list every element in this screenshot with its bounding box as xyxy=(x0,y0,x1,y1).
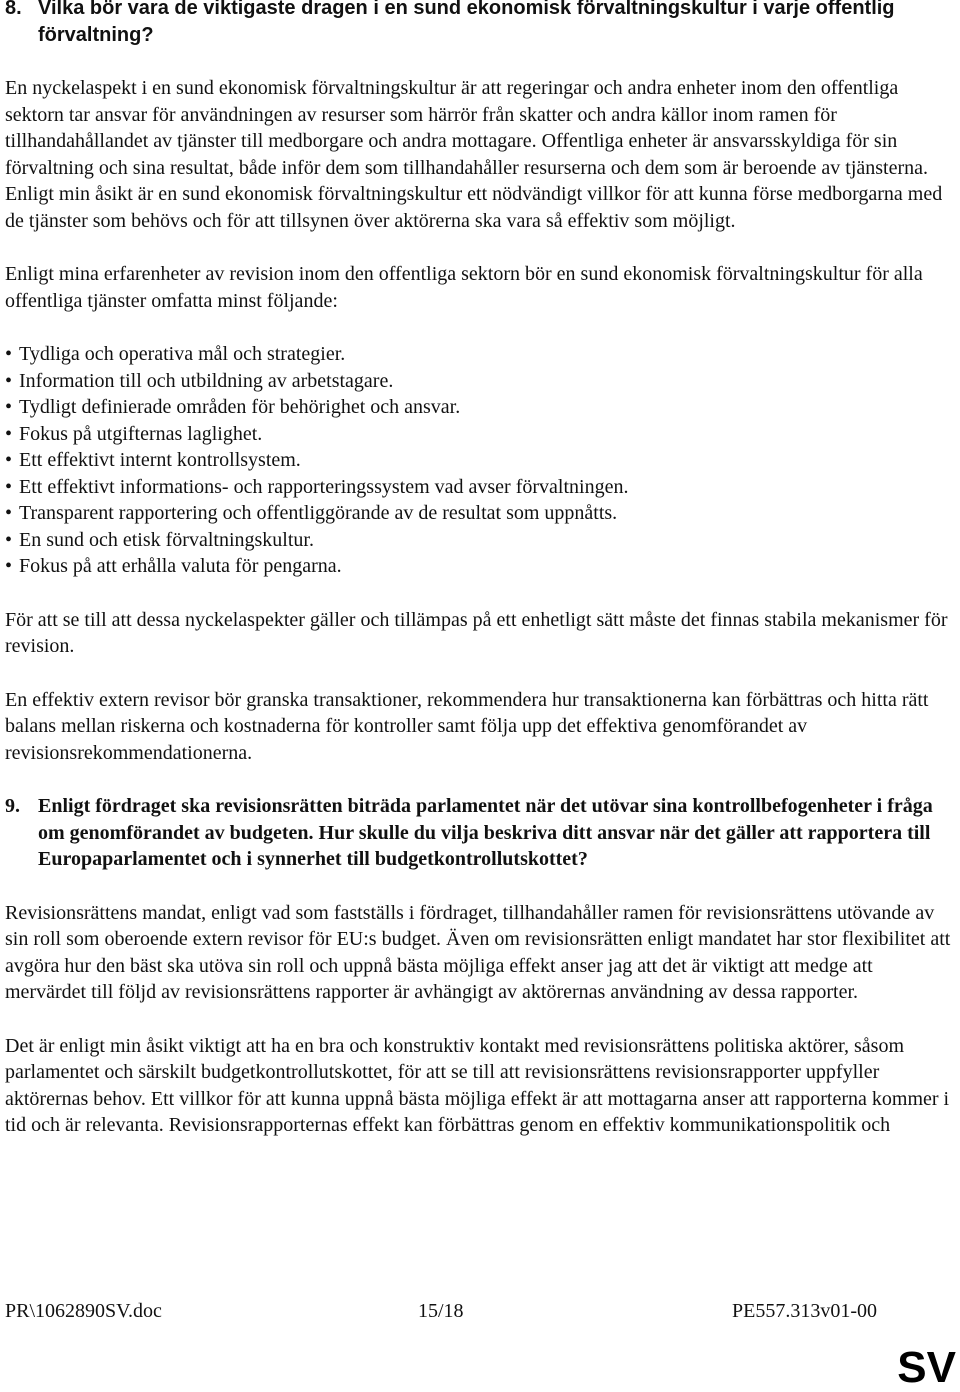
bullet-icon: • xyxy=(5,343,13,365)
bullet-icon: • xyxy=(5,528,13,551)
bullet-icon: • xyxy=(5,555,13,577)
list-item-text: Tydliga och operativa mål och strategier. xyxy=(19,343,346,365)
document-page xyxy=(5,0,955,1139)
question-9-number: 9. xyxy=(5,795,20,817)
question-8-paragraph-1: En nyckelaspekt i en sund ekonomisk förvaltningskultur är att regeringar och andra enheter inom den offentliga sektorn tar ansvar för användningen av resurser som härrör från skatter och andra källor inom ramen för tillhandahållandet av tjänster till medborgare och andra mottagare. Offentliga enheter är ansvarsskyldiga för sin förvaltning och sina resultat, både inför dem som tillhandahåller resurserna och dem som är beroende av tjänsterna. Enligt min åsikt är en sund ekonomisk förvaltningskultur ett nödvändigt villkor för att kunna förse medborgarna med de tjänster som behövs och för att tillsynen över aktörerna ska vara så effektiv som möjligt. xyxy=(5,77,943,232)
question-9-text: Enligt fördraget ska revisionsrätten biträda parlamentet när det utövar sina kontrollbefogenheter i fråga om genomförandet av budgeten. Hur skulle du vilja beskriva ditt ansvar när det gäller att rapportera till Europaparlamentet och i synnerhet till budgetkontrollutskottet? xyxy=(38,795,933,870)
list-item-text: Tydligt definierade områden för behörighet och ansvar. xyxy=(19,396,461,418)
list-item xyxy=(5,394,955,421)
list-item xyxy=(5,368,955,395)
bullet-icon: • xyxy=(5,396,13,418)
footer-page-number: 15/18 xyxy=(418,1300,464,1322)
bullet-list xyxy=(5,341,955,580)
question-9-heading xyxy=(5,793,955,873)
list-item xyxy=(5,447,955,474)
list-item xyxy=(5,341,955,368)
list-item-text: Ett effektivt internt kontrollsystem. xyxy=(19,449,301,471)
question-8-paragraph-4: En effektiv extern revisor bör granska transaktioner, rekommendera hur transaktionerna kan förbättras och hitta rätt balans mellan riskerna och kostnaderna för kontroller samt följa upp det effektiva genomförandet av revisionsrekommendationerna. xyxy=(5,688,929,764)
list-item-text: En sund och etisk förvaltningskultur. xyxy=(19,528,314,551)
question-9-paragraph-1: Revisionsrättens mandat, enligt vad som fastställs i fördraget, tillhandahåller ramen för revisionsrättens utövande av sin roll som oberoende extern revisor för EU:s budget. Även om revisionsrätten enligt mandatet har stor flexibilitet att avgöra hur den bäst ska utöva sin roll och uppnå bästa möjliga effekt anser jag att det är viktigt att medge att mervärdet till följd av revisionsrättens rapporter är avhängigt av aktörernas användning av dessa rapporter. xyxy=(5,901,951,1003)
question-8-paragraph-3: För att se till att dessa nyckelaspekter gäller och tillämpas på ett enhetligt sätt måste det finnas stabila mekanismer för revision. xyxy=(5,608,948,657)
bullet-icon: • xyxy=(5,502,13,524)
list-item xyxy=(5,421,955,448)
bullet-icon: • xyxy=(5,475,13,498)
list-item-text: Information till och utbildning av arbetstagare. xyxy=(19,369,394,392)
footer-pe-ref: PE557.313v01-00 xyxy=(732,1300,877,1322)
language-code: SV xyxy=(897,1343,956,1392)
list-item-text: Fokus på utgifternas laglighet. xyxy=(19,422,263,445)
bullet-icon: • xyxy=(5,449,13,471)
question-8-number: 8. xyxy=(5,0,22,19)
list-item xyxy=(5,500,955,527)
bullet-icon: • xyxy=(5,369,13,392)
list-item-text: Transparent rapportering och offentliggörande av de resultat som uppnåtts. xyxy=(19,502,618,524)
list-item-text: Ett effektivt informations- och rapporteringssystem vad avser förvaltningen. xyxy=(19,475,629,498)
question-9-paragraph-2: Det är enligt min åsikt viktigt att ha en bra och konstruktiv kontakt med revisionsrättens politiska aktörer, såsom parlamentet och särskilt budgetkontrollutskottet, för att se till att revisionsrättens revisionsrapporter uppfyller aktörernas behov. Ett villkor för att kunna uppnå bästa möjliga effekt är att mottagarna anser att rapporterna kommer i tid och är relevanta. Revisionsrapporternas effekt kan förbättras genom en effektiv kommunikationspolitik och xyxy=(5,1034,950,1136)
list-item-text: Fokus på att erhålla valuta för pengarna. xyxy=(19,555,342,577)
footer-doc-ref: PR\1062890SV.doc xyxy=(5,1300,162,1322)
bullet-icon: • xyxy=(5,422,13,445)
question-8-text: Vilka bör vara de viktigaste dragen i en sund ekonomisk förvaltningskultur i varje offentlig förvaltning? xyxy=(38,0,895,46)
question-8-heading xyxy=(5,0,955,48)
list-item xyxy=(5,553,955,580)
list-item xyxy=(5,474,955,501)
question-8-paragraph-2: Enligt mina erfarenheter av revision inom den offentliga sektorn bör en sund ekonomisk förvaltningskultur för alla offentliga tjänster omfatta minst följande: xyxy=(5,263,923,312)
list-item xyxy=(5,527,955,554)
